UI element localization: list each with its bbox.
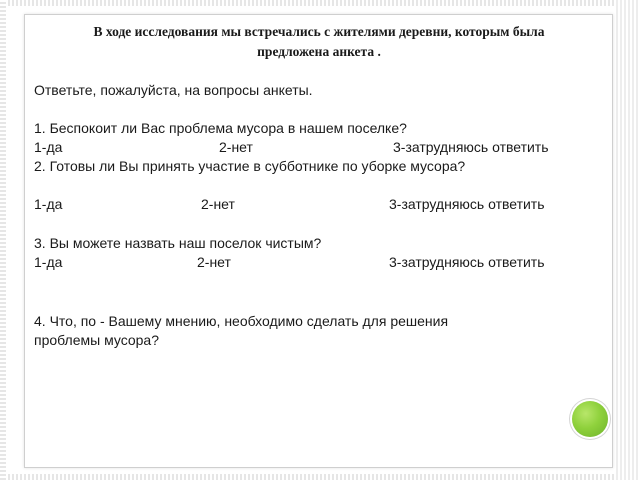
green-circle-decoration <box>572 401 608 437</box>
intro-line-1: В ходе исследования мы встречались с жителями деревни, которым была <box>93 24 545 39</box>
question-3-option-yes[interactable]: 1-да <box>34 254 63 270</box>
question-1-text: 1. Беспокоит ли Вас проблема мусора в нашем поселке? <box>34 120 407 136</box>
question-2-option-yes[interactable]: 1-да <box>34 196 63 212</box>
intro-line-2: предложена анкета . <box>257 44 381 59</box>
question-1-option-unsure[interactable]: 3-затрудняюсь ответить <box>393 139 549 155</box>
question-2-option-unsure[interactable]: 3-затрудняюсь ответить <box>389 196 545 212</box>
question-1-option-no[interactable]: 2-нет <box>219 139 253 155</box>
question-4-text-line-2: проблемы мусора? <box>34 332 160 348</box>
decorative-border-right <box>616 0 640 480</box>
question-3-text: 3. Вы можете назвать наш поселок чистым? <box>34 235 322 251</box>
intro-heading <box>40 22 598 62</box>
questionnaire-prompt: Ответьте, пожалуйста, на вопросы анкеты. <box>34 82 313 98</box>
decorative-border-bottom <box>0 474 640 480</box>
question-4-text-line-1: 4. Что, по - Вашему мнению, необходимо сделать для решения <box>34 313 449 329</box>
question-3-option-unsure[interactable]: 3-затрудняюсь ответить <box>389 254 545 270</box>
question-1-option-yes[interactable]: 1-да <box>34 139 63 155</box>
decorative-border-top <box>0 0 640 6</box>
question-2-text: 2. Готовы ли Вы принять участие в субботнике по уборке мусора? <box>34 158 466 174</box>
question-2-option-no[interactable]: 2-нет <box>201 196 235 212</box>
decorative-border-left <box>0 0 6 480</box>
question-3-option-no[interactable]: 2-нет <box>197 254 231 270</box>
